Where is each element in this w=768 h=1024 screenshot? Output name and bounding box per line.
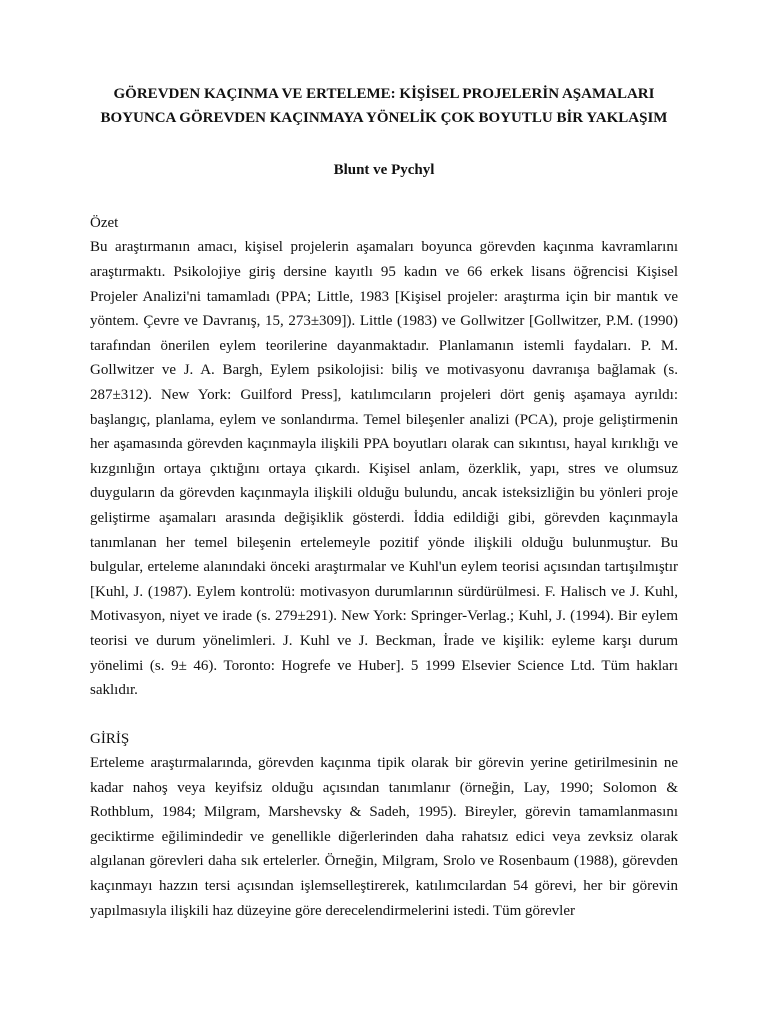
introduction-paragraph: Erteleme araştırmalarında, görevden kaçınma tipik olarak bir görevin yerine getirilmesinin ne kadar nahoş veya keyifsiz olduğu açısından tanımlanır (örneğin, Lay, 1990; Solomon & Rothblum, 1984; Milgram, Marshevsky & Sadeh, 1995). Bireyler, görevin tamamlanmasını geciktirme eğilimindedir ve genellikle diğerlerinden daha rahatsız edici veya zevksiz olarak algılanan görevleri daha sık ertelerler. Örneğin, Milgram, Srolo ve Rosenbaum (1988), görevden kaçınmayı hazzın tersi açısından işlemselleştirerek, katılımcılardan 54 görevi, her bir görevin yapılmasıyla ilişkili haz düzeyine göre derecelendirmelerini istedi. Tüm görevler [90,755,678,919]
document-title [90,82,678,130]
authors: Blunt ve Pychyl [333,162,435,178]
abstract-paragraph: Bu araştırmanın amacı, kişisel projelerin aşamaları boyunca görevden kaçınma kavramlarını araştırmaktı. Psikolojiye giriş dersine kayıtlı 95 kadın ve 66 erkek lisans öğrencisi Kişisel Projeler Analizi'ni tamamladı (PPA; Little, 1983 [Kişisel projeler: araştırma için bir mantık ve yöntem. Çevre ve Davranış, 15, 273±309]). Little (1983) ve Gollwitzer [Gollwitzer, P.M. (1990) tarafından önerilen eylem teorilerine dayanmaktadır. Planlamanın istemli faydaları. P. M. Gollwitzer ve J. A. Bargh, Eylem psikolojisi: biliş ve motivasyonu davranışa bağlamak (s. 287±312). New York: Guilford Press], katılımcıların projeleri dört geniş aşamaya ayrıldı: başlangıç, planlama, eylem ve sonlandırma. Temel bileşenler analizi (PCA), proje geliştirmenin her aşamasında görevden kaçınmayla ilişkili PPA boyutları olarak can sıkıntısı, hayal kırıklığı ve kızgınlığın ortaya çıktığını ortaya çıkardı. Kişisel anlam, özerklik, yapı, stres ve olumsuz duyguların da görevden kaçınmayla ilişkili olduğu bulundu, ancak isteksizliğin bu yönleri proje geliştirme aşamaları arasında değişiklik gösterdi. İddia edildiği gibi, görevden kaçınmayla tanımlanan her temel bileşenin ertelemeyle pozitif yönde ilişkili olduğu bulunmuştur. Bu bulgular, erteleme alanındaki önceki araştırmalar ve Kuhl'un eylem teorisi açısından tartışılmıştır [Kuhl, J. (1987). Eylem kontrolü: motivasyon durumlarının sürdürülmesi. F. Halisch ve J. Kuhl, Motivasyon, niyet ve irade (s. 279±291). New York: Springer-Verlag.; Kuhl, J. (1994). Bir eylem teorisi ve durum yönelimleri. J. Kuhl ve J. Beckman, İrade ve kişilik: eyleme karşı durum yönelimi (s. 9± 46). Toronto: Hogrefe ve Huber]. 5 1999 Elsevier Science Ltd. Tüm hakları saklıdır. [90,239,678,699]
title-line-1: GÖREVDEN KAÇINMA VE ERTELEME: KİŞİSEL PROJELERİN AŞAMALARI [113,86,655,102]
introduction-heading: GİRİŞ [90,730,130,747]
title-line-2: BOYUNCA GÖREVDEN KAÇINMAYA YÖNELİK ÇOK BOYUTLU BİR YAKLAŞIM [100,110,668,126]
abstract-heading: Özet [90,215,119,231]
